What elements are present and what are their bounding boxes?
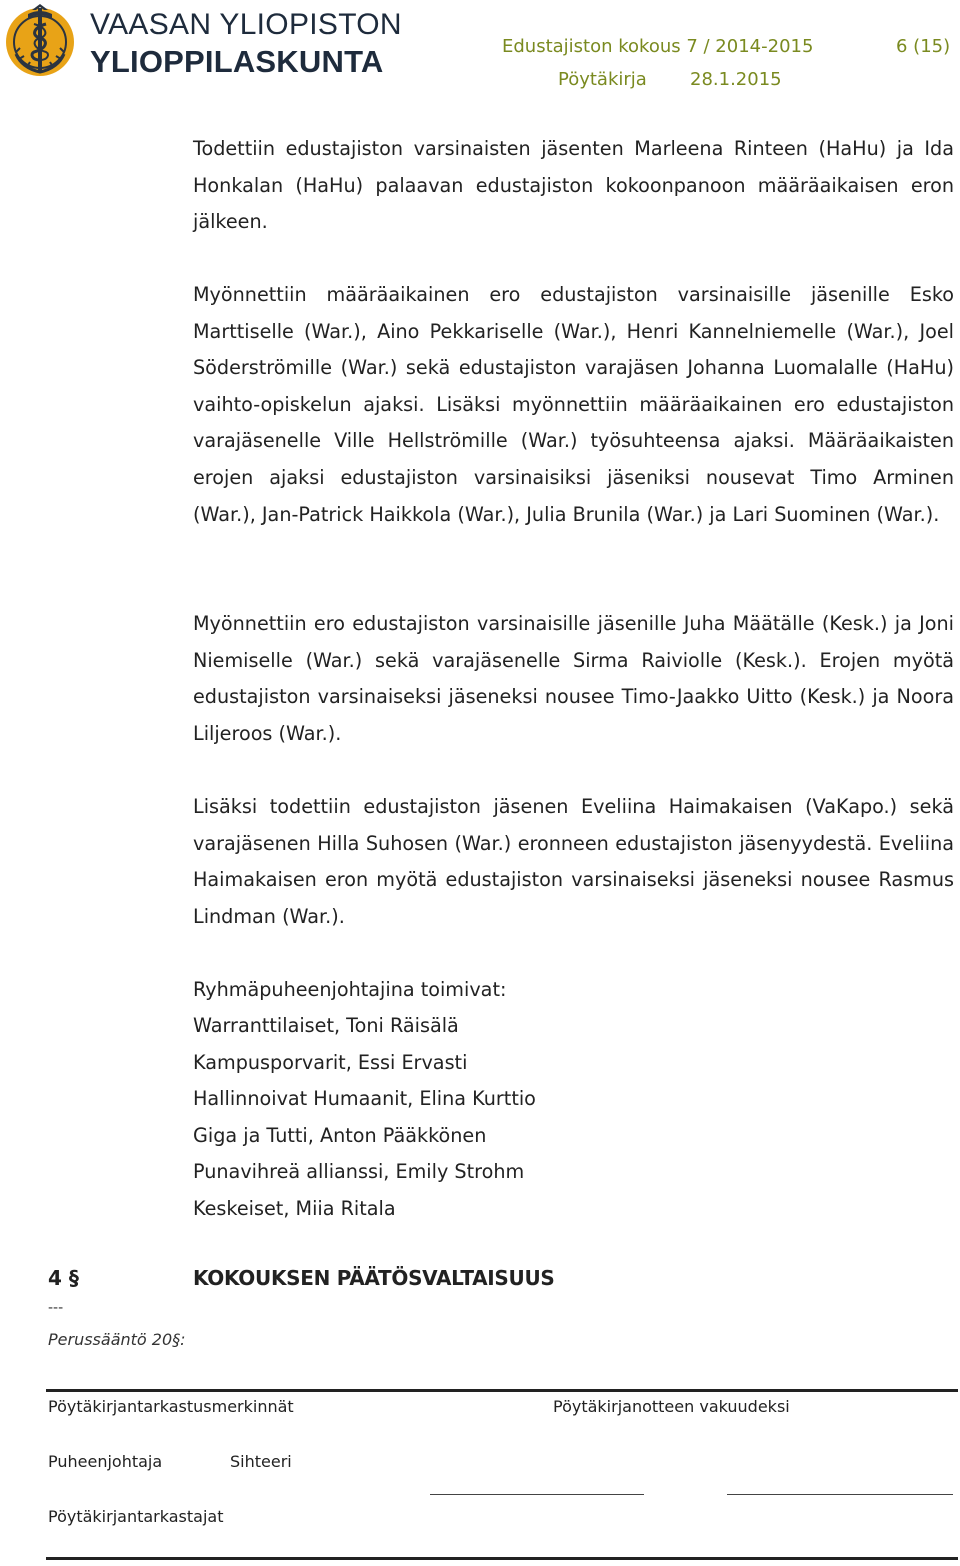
paragraph-returning-members: Todettiin edustajiston varsinaisten jäsenten Marleena Rinteen (HaHu) ja Ida Honkalan (HaHu) palaavan edustajiston kokoonpanoon määräaikaisen eron jälkeen. [193,137,954,234]
paragraph-temporary-leave: Myönnettiin määräaikainen ero edustajiston varsinaisille jäsenille Esko Marttiselle (War.), Aino Pekkariselle (War.), Henri Kannelniemelle (War.), Joel Söderströmille (War.) sekä edustajiston varajäsen Johanna Luomalalle (HaHu) vaihto-opiskelun ajaksi. Lisäksi myönnettiin määräaikainen ero edustajiston varajäsenelle Ville Hellströmille (War.) työsuhteensa ajaksi. Määräaikaisten erojen ajaksi edustajiston varsinaisiksi jäseniksi nousevat Timo Arminen (War.), Jan-Patrick Haikkola (War.), Julia Brunila (War.) ja Lari Suominen (War.). [193,283,954,526]
list-item: Keskeiset, Miia Ritala [193,1196,396,1220]
paragraph-resignations: Myönnettiin ero edustajiston varsinaisille jäsenille Juha Määtälle (Kesk.) ja Joni Niemiselle (War.) sekä varajäsenelle Sirma Raiviolle (Kesk.). Erojen myötä edustajiston varsinaiseksi jäseneksi nousee Timo-Jaakko Uitto (Kesk.) ja Noora Liljeroos (War.). [193,612,954,745]
document-date: 28.1.2015 [690,69,782,90]
footer-divider-bottom [46,1557,958,1560]
org-name-line1: VAASAN YLIOPISTON [90,8,402,41]
footer-chair-label: Puheenjohtaja [48,1452,163,1471]
signature-line [430,1494,644,1495]
list-item: Punavihreä allianssi, Emily Strohm [193,1160,525,1184]
footer-check-marks-label: Pöytäkirjantarkastusmerkinnät [48,1397,294,1416]
section-title: KOKOUKSEN PÄÄTÖSVALTAISUUS [193,1266,555,1290]
meeting-title: Edustajiston kokous 7 / 2014-2015 [502,36,814,57]
org-name-line2: YLIOPPILASKUNTA [90,44,384,79]
section-dash: --- [48,1300,64,1316]
list-item: Kampusporvarit, Essi Ervasti [193,1050,468,1074]
paragraph-noted-resignations: Lisäksi todettiin edustajiston jäsenen Eveliina Haimakaisen (VaKapo.) sekä varajäsenen Hilla Suhosen (War.) eronneen edustajiston jäsenyydestä. Eveliina Haimakaisen eron myötä edustajiston varsinaiseksi jäseneksi nousee Rasmus Lindman (War.). [193,795,954,928]
list-item: Warranttilaiset, Toni Räisälä [193,1014,459,1037]
organization-name [90,6,450,80]
section-number: 4 § [48,1266,79,1290]
signature-line [727,1494,953,1495]
group-chairs-list [193,1008,536,1228]
list-item: Giga ja Tutti, Anton Pääkkönen [193,1123,487,1147]
footer-secretary-label: Sihteeri [230,1452,292,1471]
bylaw-reference: Perussääntö 20§: [48,1330,186,1349]
footer-divider-top [46,1389,958,1392]
group-chairs-heading: Ryhmäpuheenjohtajina toimivat: [193,978,507,1001]
university-seal-logo [2,2,78,82]
document-type: Pöytäkirja [558,69,647,90]
list-item: Hallinnoivat Humaanit, Elina Kurttio [193,1087,536,1111]
footer-certification-label: Pöytäkirjanotteen vakuudeksi [553,1397,790,1416]
page-number: 6 (15) [896,36,951,57]
footer-checkers-label: Pöytäkirjantarkastajat [48,1507,224,1526]
